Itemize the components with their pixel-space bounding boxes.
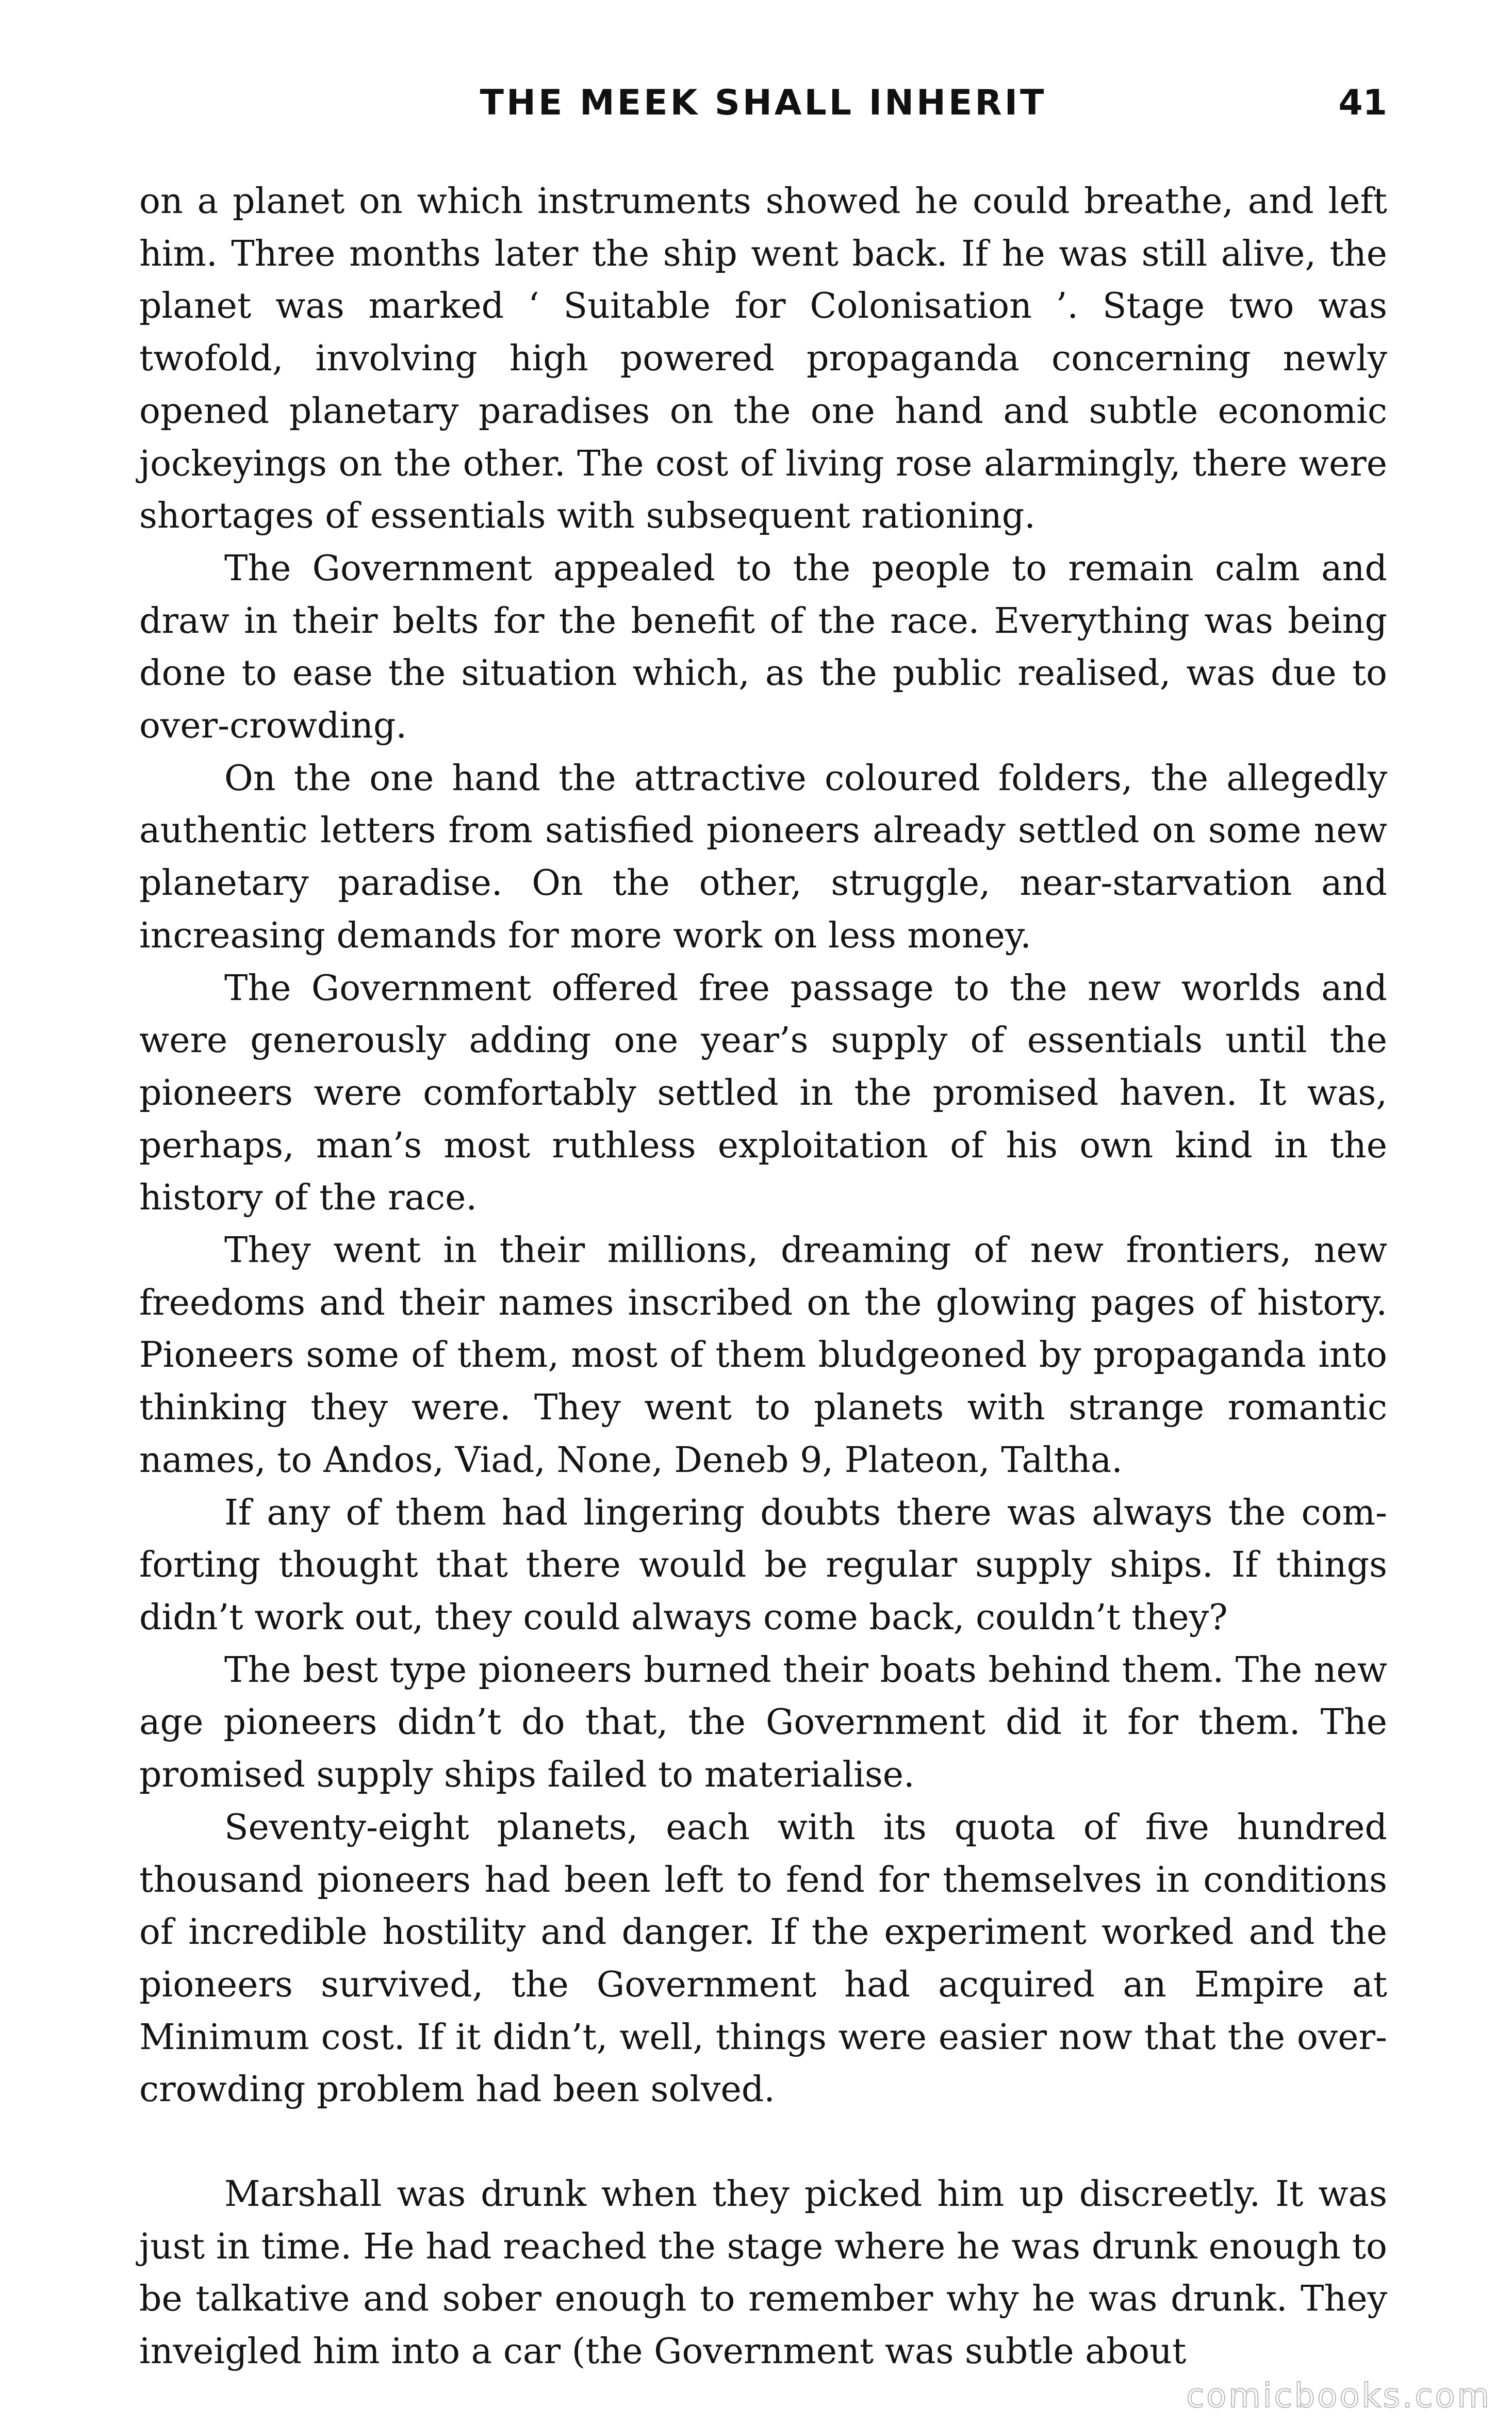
watermark: comicbooks.com <box>1186 2377 1491 2415</box>
paragraph-6: If any of them had lingering doubts there was always the comforting thought that there would be regular supply ships. If things didn’t work out, they could always come back, couldn’t they? <box>139 1492 1387 1638</box>
paragraph-1: on a planet on which instruments showed he could breathe, and left him. Three months later the ship went back. If he was still alive, the planet was marked ‘ Suitable for Colonisation ’. Stage two was twofold, involving high powered propaganda concerning newly opened planetary paradises on the one hand and subtle economic jockeyings on the other. The cost of living rose alarmingly, there were shortages of essentials with subsequent rationing. <box>139 181 1387 537</box>
paragraph-2: The Government appealed to the people to remain calm and draw in their belts for the benefit of the race. Everything was being done to ease the situation which, as the public realised, was due to over-crowding. <box>139 548 1387 747</box>
paragraph-7: The best type pioneers burned their boats behind them. The new age pioneers didn’t do that, the Government did it for them. The promised supply ships failed to materialise. <box>139 1649 1387 1796</box>
paragraph-9: Marshall was drunk when they picked him up discreetly. It was just in time. He had reached the stage where he was drunk enough to be talkative and sober enough to remember why he was drunk. They inveigled him into a car (the Government was subtle about <box>139 2174 1387 2372</box>
paragraph-3: On the one hand the attractive coloured folders, the allegedly authentic letters from satisfied pioneers already settled on some new planetary paradise. On the other, struggle, near-starvation and increasing demands for more work on less money. <box>139 758 1387 956</box>
paragraph-5: They went in their millions, dreaming of new frontiers, new freedoms and their names inscribed on the glowing pages of history. Pioneers some of them, most of them bludgeoned by propaganda into thinking they were. They went to planets with strange romantic names, to Andos, Viad, None, Deneb 9, Plateon, Taltha. <box>139 1230 1387 1481</box>
running-title: THE MEEK SHALL INHERIT <box>480 83 1047 123</box>
paragraph-8: Seventy-eight planets, each with its quota of five hundred thousand pioneers had been left to fend for themselves in conditions of incredible hostility and danger. If the experiment worked and the pioneers survived, the Government had acquired an Empire at Minimum cost. If it didn’t, well, things were easier now that the over-crowding problem had been solved. <box>139 1807 1387 2110</box>
page-number: 41 <box>1338 83 1387 123</box>
running-head <box>139 77 1387 134</box>
body-text <box>139 175 1387 2378</box>
paragraph-4: The Government offered free passage to the new worlds and were generously adding one year’s supply of essentials until the pioneers were comfortably settled in the promised haven. It was, perhaps, man’s most ruthless exploitation of his own kind in the history of the race. <box>139 968 1387 1219</box>
